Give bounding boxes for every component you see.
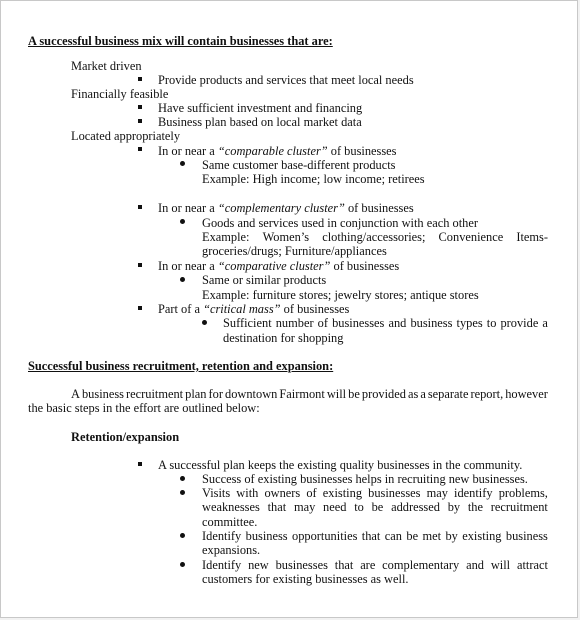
bullet-comparative-cluster: In or near a “comparative cluster” of businesses (158, 259, 400, 273)
example-income: Example: High income; low income; retirees (202, 172, 425, 186)
example-stores: Example: furniture stores; jewelry stores; antique stores (202, 288, 479, 302)
label-financially-feasible: Financially feasible (71, 87, 169, 101)
heading-recruitment: Successful business recruitment, retention and expansion: (28, 359, 334, 373)
bullet-complementary-cluster: In or near a “complementary cluster” of businesses (158, 201, 414, 215)
sub-visits-line-1: Visits with owners of existing businesses may identify problems, (202, 486, 548, 500)
square-bullet-icon (138, 462, 142, 466)
label-market-driven: Market driven (71, 59, 142, 73)
bullet-business-plan: Business plan based on local market data (158, 115, 362, 129)
square-bullet-icon (138, 263, 142, 267)
square-bullet-icon (138, 105, 142, 109)
bullet-investment: Have sufficient investment and financing (158, 101, 363, 115)
square-bullet-icon (138, 147, 142, 151)
sub-identify-opportunities: Identify business opportunities that can be met by existing business (202, 529, 548, 543)
sub-expansions: expansions. (202, 543, 261, 557)
heading-business-mix: A successful business mix will contain businesses that are: (28, 34, 333, 48)
sub-similar-products: Same or similar products (202, 273, 327, 287)
sub-destination: destination for shopping (223, 331, 344, 345)
square-bullet-icon (138, 205, 142, 209)
bullet-successful-plan: A successful plan keeps the existing quality businesses in the community. (158, 458, 523, 472)
round-bullet-icon (180, 490, 185, 495)
sub-customers: customers for existing businesses as well. (202, 572, 409, 586)
square-bullet-icon (138, 77, 142, 81)
round-bullet-icon (180, 219, 185, 224)
bullet-local-needs: Provide products and services that meet local needs (158, 73, 414, 87)
label-located-appropriately: Located appropriately (71, 129, 181, 143)
sub-sufficient-number: Sufficient number of businesses and business types to provide a (223, 316, 548, 330)
square-bullet-icon (138, 306, 142, 310)
round-bullet-icon (180, 161, 185, 166)
round-bullet-icon (180, 476, 185, 481)
bullet-critical-mass: Part of a “critical mass” of businesses (158, 302, 350, 316)
sub-same-customer: Same customer base-different products (202, 158, 396, 172)
example-groceries: groceries/drugs; Furniture/appliances (202, 244, 387, 258)
intro-line-2: the basic steps in the effort are outlined below: (28, 401, 260, 415)
example-clothing-line: Example: Women’s clothing/accessories; Convenience Items- (202, 230, 548, 244)
square-bullet-icon (138, 119, 142, 123)
intro-line-1: A business recruitment plan for downtown Fairmont will be provided as a separate report, however (71, 387, 548, 401)
sub-goods-services: Goods and services used in conjunction with each other (202, 216, 478, 230)
sub-visits-line-3: committee. (202, 515, 258, 529)
round-bullet-icon (202, 320, 207, 325)
round-bullet-icon (180, 277, 185, 282)
round-bullet-icon (180, 562, 185, 567)
sub-identify-new: Identify new businesses that are complementary and will attract (202, 558, 548, 572)
sub-visits-line-2: weaknesses that may need to be addressed by the recruitment (202, 500, 548, 514)
round-bullet-icon (180, 533, 185, 538)
sub-success-existing: Success of existing businesses helps in recruiting new businesses. (202, 472, 528, 486)
bullet-comparable-cluster: In or near a “comparable cluster” of businesses (158, 144, 397, 158)
subheading-retention: Retention/expansion (71, 430, 180, 444)
